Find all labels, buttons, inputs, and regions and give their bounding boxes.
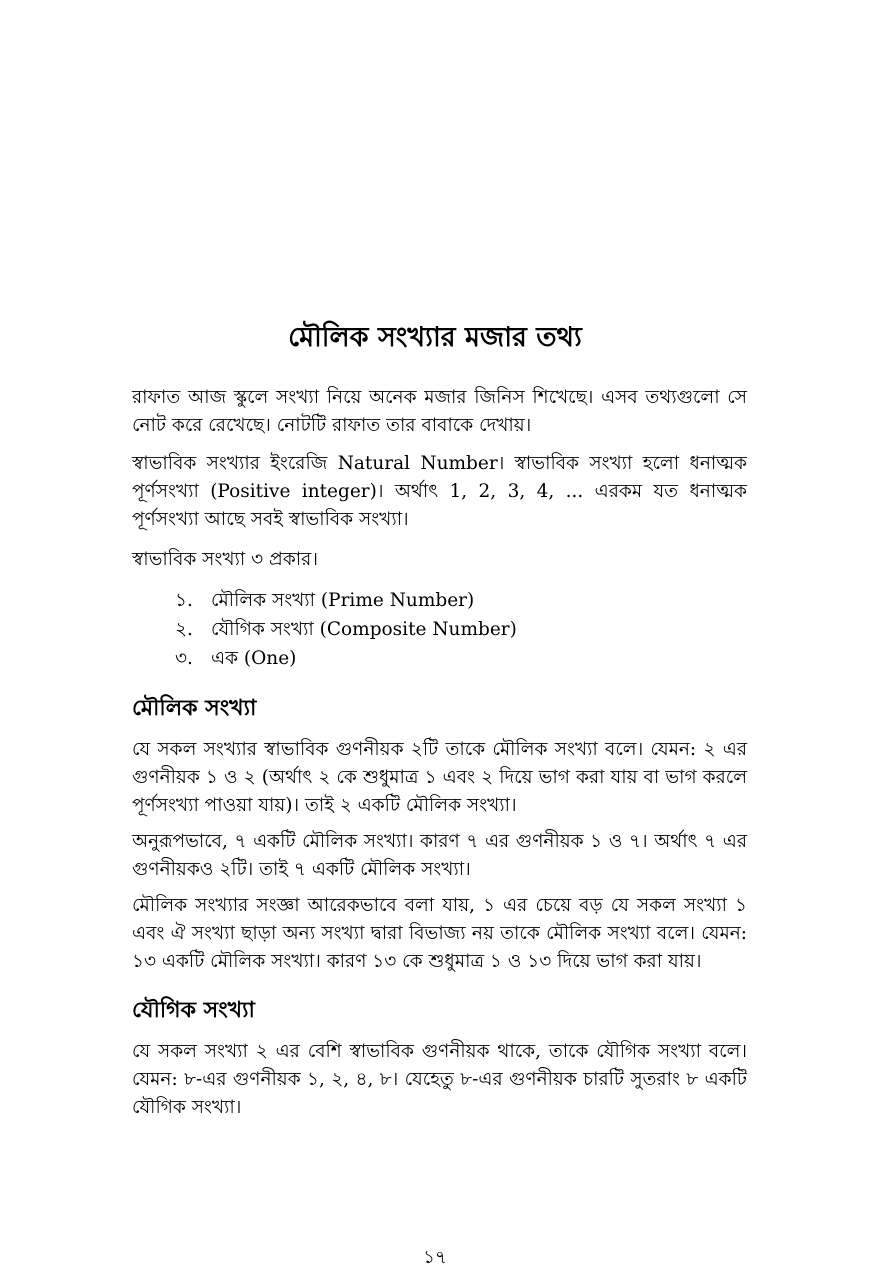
list-item-text: মৌলিক সংখ্যা (Prime Number) [211, 590, 475, 611]
intro-paragraph-2: স্বাভাবিক সংখ্যার ইংরেজি Natural Number। স্বাভাবিক সংখ্যা হলো ধনাত্মক পূর্ণসংখ্যা (Positive integer)। অর্থাৎ 1, 2, 3, 4, ... এরকম যত ধনাত্মক পূর্ণসংখ্যা আছে সবই স্বাভাবিক সংখ্যা। [132, 453, 747, 530]
list-item-number: ১. [175, 590, 193, 611]
intro-paragraph-1: রাফাত আজ স্কুলে সংখ্যা নিয়ে অনেক মজার জিনিস শিখেছে। এসব তথ্যগুলো সে নোট করে রেখেছে। নোটটি রাফাত তার বাবাকে দেখায়। [132, 387, 747, 436]
intro-paragraph-3: স্বাভাবিক সংখ্যা ৩ প্রকার। [132, 549, 318, 570]
list-item-text: যৌগিক সংখ্যা (Composite Number) [211, 619, 517, 640]
number-types-list [175, 586, 735, 673]
section-heading-composite: যৌগিক সংখ্যা [132, 997, 255, 1023]
list-item [175, 644, 735, 673]
list-item [175, 615, 735, 644]
list-item [175, 586, 735, 615]
prime-paragraph-3: মৌলিক সংখ্যার সংজ্ঞা আরেকভাবে বলা যায়, ১ এর চেয়ে বড় যে সকল সংখ্যা ১ এবং ঐ সংখ্যা ছাড়া অন্য সংখ্যা দ্বারা বিভাজ্য নয় তাকে মৌলিক সংখ্যা বলে। যেমন: ১৩ একটি মৌলিক সংখ্যা। কারণ ১৩ কে শুধুমাত্র ১ ও ১৩ দিয়ে ভাগ করা যায়। [132, 895, 747, 972]
prime-paragraph-2: অনুরূপভাবে, ৭ একটি মৌলিক সংখ্যা। কারণ ৭ এর গুণনীয়ক ১ ও ৭। অর্থাৎ ৭ এর গুণনীয়কও ২টি। তাই ৭ একটি মৌলিক সংখ্যা। [132, 831, 747, 880]
section-heading-prime: মৌলিক সংখ্যা [132, 695, 257, 721]
list-item-number: ২. [175, 619, 193, 640]
composite-paragraph-1: যে সকল সংখ্যা ২ এর বেশি স্বাভাবিক গুণনীয়ক থাকে, তাকে যৌগিক সংখ্যা বলে। যেমন: ৮-এর গুণনীয়ক ১, ২, ৪, ৮। যেহেতু ৮-এর গুণনীয়ক চারটি সুতরাং ৮ একটি যৌগিক সংখ্যা। [132, 1041, 747, 1118]
list-item-text: এক (One) [211, 648, 297, 669]
page-title: মৌলিক সংখ্যার মজার তথ্য [288, 322, 582, 353]
page-number: ১৭ [423, 1247, 447, 1268]
prime-paragraph-1: যে সকল সংখ্যার স্বাভাবিক গুণনীয়ক ২টি তাকে মৌলিক সংখ্যা বলে। যেমন: ২ এর গুণনীয়ক ১ ও ২ (অর্থাৎ ২ কে শুধুমাত্র ১ এবং ২ দিয়ে ভাগ করা যায় বা ভাগ করলে পূর্ণসংখ্যা পাওয়া যায়)। তাই ২ একটি মৌলিক সংখ্যা। [132, 739, 747, 816]
list-item-number: ৩. [175, 648, 193, 669]
